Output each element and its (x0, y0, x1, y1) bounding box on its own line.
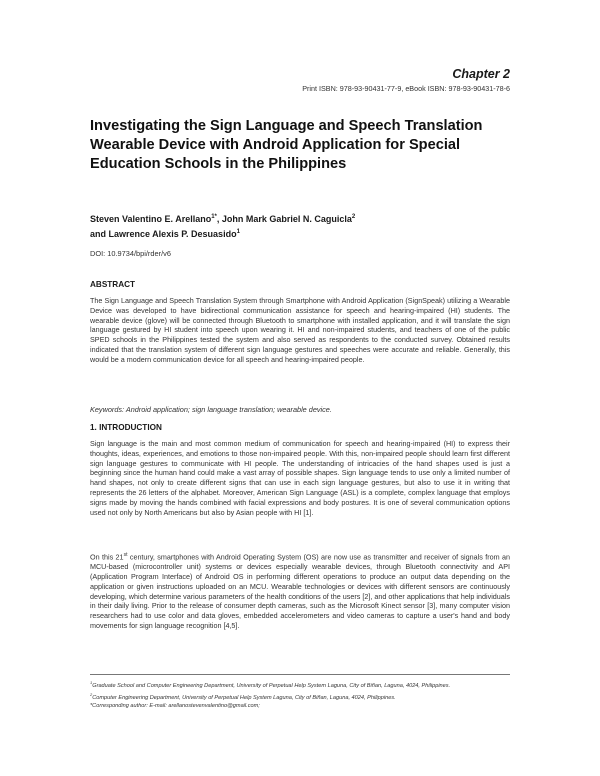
chapter-label: Chapter 2 (452, 67, 510, 81)
author-1: Steven Valentino E. Arellano (90, 214, 212, 224)
abstract-body: The Sign Language and Speech Translation System through Smartphone with Android Application (SignSpeak) utilizing a Wearable Device was developed to have bidirectional communication assistance for speech and hearing-impaired (HI) students. The wearable device (glove) will be connected through Bluetooth to smartphone with installed application, and it will translate the sign language gestured by HI student into speech upon wearing it. HI and non-impaired students, and teachers of one of the public SPED schools in the Philippines tested the system and also served as respondents to the conducted survey. Obtained results indicated that the translation system of different sign language gestures and speeches were accurate and reliable. Generally, this would be a modern communication device for all speech and hearing-impaired people. (90, 296, 510, 364)
footnote-1-mark: 1 (90, 680, 93, 685)
author-list (90, 211, 520, 241)
introduction-heading: 1. INTRODUCTION (90, 423, 162, 432)
doi-link[interactable]: DOI: 10.9734/bpi/rder/v6 (90, 249, 171, 258)
footnote-2 (90, 691, 510, 703)
author-2: , John Mark Gabriel N. Caguicla (216, 214, 352, 224)
author-3: and Lawrence Alexis P. Desuasido (90, 229, 237, 239)
author-1-affiliation: 1* (211, 214, 217, 220)
introduction-paragraph-1: Sign language is the main and most common medium of communication for speech and hearing-impaired (HI) to express their thoughts, ideas, experiences, and emotions to those non-impaired people. With this, non-impaired people should learn first different sign language gestures to communicate with HI people. The understanding of intricacies of the hand shapes used is just a beginning since the human hand could make a vast array of possible shapes. Sign language tends to use only a limited number of hand shapes, not only to create different signs that can use in each sign language gestures, but also to use it in writing that represents the 26 letters of the alphabet. Moreover, American Sign Language (ASL) is a complete, complex language that employs signs made by moving the hands combined with facial expressions and body postures. It is one of several communication options used not only by North Americans but also by Asian people with HI [1]. (90, 439, 510, 517)
para2-ordinal: st (123, 552, 128, 558)
footnote-2-text: Computer Engineering Department, University of Perpetual Help System Laguna, City of Biñan, Laguna, 4024, Philippines. (92, 694, 396, 701)
footnotes (90, 679, 510, 711)
footnote-1-text: Graduate School and Computer Engineering Department, University of Perpetual Help System Laguna, City of Biñan, Laguna, 4024, Philippines. (92, 682, 451, 689)
footnote-2-mark: 2 (90, 691, 93, 697)
para2-start: On this 21 (90, 552, 124, 562)
keywords: Keywords: Android application; sign language translation; wearable device. (90, 405, 332, 414)
abstract-heading: ABSTRACT (90, 280, 136, 289)
introduction-paragraph-2 (90, 551, 510, 631)
footnote-1 (90, 679, 510, 691)
footnote-3: *Corresponding author: E-mail: arellanostevenvalentino@gmail.com; (90, 703, 260, 710)
paper-title: Investigating the Sign Language and Speech Translation Wearable Device with Android Application for Special Education Schools in the Philippines (90, 118, 483, 172)
isbn-line: Print ISBN: 978-93-90431-77-9, eBook ISBN: 978-93-90431-78-6 (302, 84, 510, 93)
para2-rest: century, smartphones with Android Operating System (OS) are now use as transmitter and receiver of signals from an MCU-based (microcontroller unit) systems or devices especially wearable devices, through Bluetooth connectivity and API (Application Program Interface) of Android OS in performing different operations to produce an output data depending on the application or given instructions uploaded on an MCU. Wearable technologies or devices with different sensors are continuously developing, which determine various parameters of the health conditions of the users [2], and other applications that help individuals in their daily living. Prior to the release of consumer depth cameras, such as the Microsoft Kinect sensor [3], many computer vision researchers had to use color and data gloves, embedded accelerometers and video cameras to capture a user's hand and body movements for sign language recognition [4,5]. (90, 552, 510, 630)
footnote-divider (90, 674, 510, 675)
author-2-affiliation: 2 (351, 214, 356, 220)
author-3-affiliation: 1 (236, 229, 240, 235)
